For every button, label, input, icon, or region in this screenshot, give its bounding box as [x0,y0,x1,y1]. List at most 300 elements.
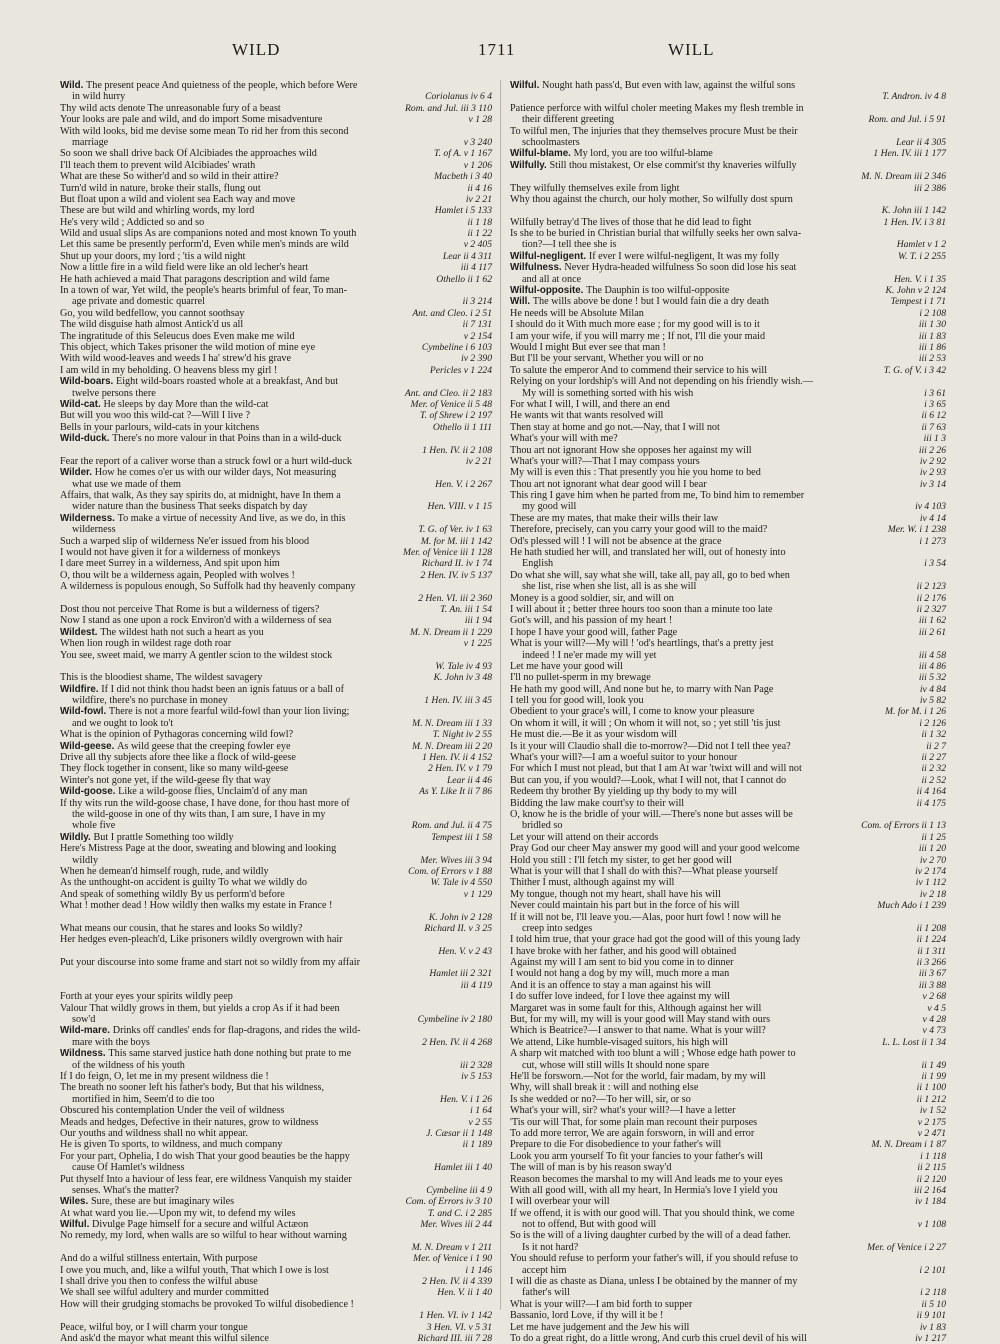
play-reference: ii 2 176 [913,593,946,604]
quotation-text: So is the will of a living daughter curbed by the will of a dead father. [510,1230,791,1242]
quotation-text: In a town of war, Yet wild, the people's hearts brimful of fear, To man- [60,285,347,297]
quotation-text: At what ward you lie.—Upon my wit, to defend my wiles [60,1207,296,1219]
entry-line [510,536,946,547]
entry-line [510,968,946,979]
quotation-text: tion?—I tell thee she is [522,239,617,251]
entry-line [510,1208,946,1219]
entry-line [60,137,492,148]
headword: Wildness. [60,1048,109,1060]
quotation-text: marriage [72,136,109,148]
quotation-text: Sure, these are but imaginary wiles [90,1196,235,1208]
play-reference: iii 3 88 [915,980,946,991]
quotation-text: I should do it With much more ease ; for my good will is to it [510,319,760,331]
quotation-text: age private and domestic quarrel [72,296,205,308]
entry-line [60,114,492,125]
quotation-text: You see, sweet maid, we marry A gentler scion to the wildest stock [60,649,333,661]
headword: Wilfully. [510,159,550,171]
entry-line [510,706,946,717]
quotation-text: Why thou against the church, our holy mother, So wilfully dost spurn [510,193,793,205]
quotation-text: He needs will be Absolute Milan [510,307,644,319]
entry-line [60,547,492,558]
quotation-text: Margaret was in some fault for this, Although against her will [510,1002,762,1014]
play-reference: M. N. Dream ii 1 229 [406,627,492,638]
play-reference: T. of Shrew i 2 197 [416,410,492,421]
entry-line [510,809,946,820]
headword: Wilful. [510,80,543,91]
play-reference: As Y. Like It ii 7 86 [415,786,492,797]
entry-line [60,217,492,228]
quotation-text: Like a wild-goose flies, Unclaim'd of any man [118,786,308,798]
entry-line [60,1162,492,1173]
entry-line [60,991,492,1002]
play-reference: i 3 54 [920,558,946,569]
play-reference: T. G. of V. i 3 42 [880,365,946,376]
quotation-text: Is it not hard? [522,1241,579,1253]
quotation-text: And it is an offence to stay a man against his will [510,979,711,991]
play-reference: iii 2 328 [456,1060,492,1071]
entry-line [60,661,492,672]
quotation-text: creep into sedges [522,922,593,934]
quotation-text: Peace, wilful boy, or I will charm your tongue [60,1321,248,1333]
quotation-text: He hath achieved a maid That paragons description and wild fame [60,273,330,285]
play-reference: iii 4 86 [915,661,946,672]
play-reference: ii 1 208 [913,923,946,934]
quotation-text: For which I must not plead, but that I am At war 'twixt will and will not [510,763,802,775]
play-reference: ii 4 16 [463,183,492,194]
quotation-text: Let me have your good will [510,660,623,672]
play-reference: iv 2 21 [462,456,492,467]
quotation-text: Now a little fire in a wild field were like an old lecher's heart [60,262,309,274]
play-reference: W. T. i 2 255 [894,251,946,262]
quotation-text: We shall see wilful adultery and murder committed [60,1287,269,1299]
entry-line [510,1265,946,1276]
quotation-text: The wills above be done ! but I would fain die a dry death [532,296,770,308]
entry-line [60,1219,492,1230]
play-reference: K. John iv 2 128 [425,912,492,923]
play-reference: T. and C. i 2 285 [424,1208,492,1219]
quotation-text: I am wild in my beholding. O heavens bless my girl ! [60,364,278,376]
quotation-text: They wilfully themselves exile from light [510,182,680,194]
quotation-text: With wild looks, bid me devise some mean To rid her from this second [60,125,349,137]
quotation-text: For what I will, I will, and there an end [510,398,670,410]
play-reference: i 2 108 [915,308,946,319]
entry-line [510,934,946,945]
entry-line [510,410,946,421]
play-reference: iii 1 20 [915,843,946,854]
headword: Wildly. [60,831,94,843]
headword: Wild-geese. [60,740,118,752]
quotation-text: cause Of Hamlet's wildness [72,1162,185,1174]
play-reference: iv 1 184 [911,1196,946,1207]
quotation-text: What is your will?—My will ! 'od's heartlings, that's a pretty jest [510,638,774,650]
entry-line [60,1208,492,1219]
entry-line [510,1094,946,1105]
entry-line [60,934,492,945]
play-reference: i 1 146 [461,1265,492,1276]
entry-line [60,194,492,205]
entry-line [60,752,492,763]
quotation-text: my good will [522,501,577,513]
quotation-text: wilderness [72,524,116,536]
play-reference: Hamlet v 1 2 [893,239,946,250]
play-reference: Lear ii 4 311 [439,251,492,262]
play-reference: iii 2 53 [915,353,946,364]
play-reference: iii 4 117 [457,262,492,273]
entry-line [60,262,492,273]
quotation-text: Forth at your eyes your spirits wildly peep [60,991,233,1003]
entry-line [510,319,946,330]
quotation-text: I told him true, that your grace had got the good will of this young lady [510,934,801,946]
entry-line [60,1322,492,1333]
quotation-text: But can you, if you would?—Look, what I will not, that I cannot do [510,774,787,786]
quotation-text: There's no more valour in that Poins than in a wild-duck [112,433,342,445]
entry-line [60,695,492,706]
entry-line [60,1060,492,1071]
right-column [510,80,946,1344]
entry-line [60,1276,492,1287]
quotation-text: And speak of something wildly By us perform'd before [60,888,285,900]
play-reference: iv 2 93 [916,467,946,478]
entry-line [60,274,492,285]
entry-line [60,832,492,843]
quotation-text: bridled so [522,820,563,832]
quotation-text: These are my mates, that make their wills their law [510,512,719,524]
play-reference: M. for M. iii 1 142 [417,536,492,547]
headword: Wilful-opposite. [510,285,587,297]
quotation-text: With wild wood-leaves and weeds I ha' strew'd his grave [60,353,291,365]
quotation-text: Relying on your lordship's will And not depending on his friendly wish.— [510,376,813,388]
entry-line [510,1025,946,1036]
entry-line [60,1025,492,1036]
play-reference: Cymbeline iii 4 9 [422,1185,492,1196]
play-reference: iii 1 83 [915,331,946,342]
play-reference: iv 3 14 [916,479,946,490]
quotation-text: 'Tis our will That, for some plain man recount their purposes [510,1116,758,1128]
quotation-text: Bidding the law make court'sy to their will [510,797,685,809]
play-reference: Othello ii 1 111 [429,422,492,433]
play-reference: L. L. Lost ii 1 34 [878,1037,946,1048]
quotation-text: The ingratitude of this Seleucus does Even make me wild [60,330,295,342]
play-reference: v 1 28 [465,114,492,125]
entry-line [60,638,492,649]
headword: Wild-mare. [60,1025,113,1037]
entry-line [60,1094,492,1105]
quotation-text: He hath my good will, And none but he, to marry with Nan Page [510,683,774,695]
quotation-text: wildly [72,854,99,866]
play-reference: 1 Hen. IV. ii 4 152 [418,752,492,763]
quotation-text: whole five [72,820,116,832]
play-reference: 3 Hen. VI. v 5 31 [423,1322,492,1333]
quotation-text: Still thou mistakest, Or else commit'st thy knaveries wilfully [549,159,797,171]
play-reference: Tempest i 1 71 [887,296,946,307]
play-reference: ii 6 12 [917,410,946,421]
play-reference: K. John iii 1 142 [878,205,946,216]
entry-line [60,1082,492,1093]
entry-line [60,1105,492,1116]
quotation-text: Divulge Page himself for a secure and wilful Actæon [92,1219,309,1231]
entry-line [510,1219,946,1230]
entry-line [510,205,946,216]
quotation-text: sow'd [72,1014,96,1026]
headword: Wilful-negligent. [510,250,589,262]
play-reference: ii 2 120 [913,1174,946,1185]
play-reference: i 1 273 [915,536,946,547]
entry-line [60,1139,492,1150]
entry-line [510,103,946,114]
quotation-text: He wants wit that wants resolved will [510,410,664,422]
entry-line [510,1003,946,1014]
quotation-text: in wild hurry [72,91,126,103]
play-reference: Much Ado i 1 239 [873,900,946,911]
entry-line [60,479,492,490]
entry-line [60,513,492,524]
quotation-text: I dare meet Surrey in a wilderness, And spit upon him [60,558,280,570]
play-reference: iv 4 14 [916,513,946,524]
quotation-text: I hope I have your good will, father Page [510,626,678,638]
play-reference: Hamlet iii 2 321 [425,968,492,979]
entry-line [60,388,492,399]
play-reference: Ant. and Cleo. i 2 51 [408,308,492,319]
entry-line [510,718,946,729]
entry-line [60,923,492,934]
entry-line [510,1185,946,1196]
quotation-text: Got's will, and his passion of my heart ! [510,615,673,627]
entry-line [510,570,946,581]
quotation-text: Thither I must, although against my will [510,877,675,889]
quotation-text: Wilfully betray'd The lives of those that he did lead to fight [510,216,752,228]
entry-line [60,900,492,911]
quotation-text: But I'll be your servant, Whether you will or no [510,353,704,365]
entry-line [60,593,492,604]
play-reference: iv 2 18 [916,889,946,900]
quotation-text: Put your discourse into some frame and start not so wildly from my affair [60,957,361,969]
entry-line [60,1253,492,1264]
entry-line [60,171,492,182]
quotation-text: If ever I were wilful-negligent, It was my folly [588,250,780,262]
quotation-text: What's your will?—That I may compass yours [510,455,700,467]
headword: Wiles. [60,1196,91,1208]
play-reference: Hen. V. i 2 267 [431,479,492,490]
quotation-text: wildfire, there's no purchase in money [72,695,228,707]
play-reference: Hamlet i 5 133 [431,205,492,216]
quotation-text: Let me have judgement and the Jew his will [510,1321,690,1333]
quotation-text: Put thyself Into a haviour of less fear, ere wildness Vanquish my staider [60,1173,352,1185]
quotation-text: For your part, Ophelia, I do wish That your good beauties be the happy [60,1150,350,1162]
entry-line [60,866,492,877]
quotation-text: My tongue, though not my heart, shall have his will [510,888,721,900]
entry-line [510,593,946,604]
quotation-text: A wilderness is populous enough, So Suffolk had thy heavenly company [60,581,356,593]
quotation-text: Is she wedded or no?—To her will, sir, or so [510,1093,691,1105]
headword: Wild-cat. [60,398,104,410]
entry-line [60,912,492,923]
play-reference: iii 1 86 [915,342,946,353]
entry-line [510,1037,946,1048]
entry-line [510,1333,946,1344]
quotation-text: the wild-goose in one of thy wits than, I am sure, I have in my [72,809,326,820]
quotation-text: How he comes o'er us with our wilder days, Not measuring [94,467,337,479]
entry-line [60,126,492,137]
play-reference: ii 1 18 [463,217,492,228]
quotation-text: and we ought to look to't [72,717,174,729]
quotation-text: English [522,558,554,570]
play-reference: ii 3 266 [913,957,946,968]
play-reference: 1 Hen. IV. ii 2 108 [418,445,492,456]
play-reference: M. N. Dream iii 1 33 [408,718,492,729]
quotation-text: What's your will?—I am a woeful suitor to your honour [510,752,738,764]
quotation-text: Fear the report of a caliver worse than a struck fowl or a hurt wild-duck [60,455,352,467]
header-right-word: WILL [668,40,715,59]
column-divider [500,80,501,1310]
quotation-text: A sharp wit matched with too blunt a will ; Whose edge hath power to [510,1048,796,1060]
entry-line [510,1151,946,1162]
entry-line [510,1139,946,1150]
quotation-text: The Dauphin is too wilful-opposite [586,285,730,297]
entry-line [510,877,946,888]
quotation-text: They flock together in consent, like so many wild-geese [60,763,289,775]
entry-line [60,889,492,900]
headword: Wilful. [60,1219,93,1231]
headword: Wild-fowl. [60,706,109,718]
entry-line [510,183,946,194]
entry-line [510,160,946,171]
quotation-text: Bassanio, lord Love, if thy will it be ! [510,1310,664,1322]
quotation-text: mare with the boys [72,1036,150,1048]
entry-line [510,342,946,353]
entry-line [60,183,492,194]
entry-line [510,171,946,182]
entry-line [510,296,946,307]
headword: Wild-goose. [60,786,119,798]
play-reference: iv 4 103 [911,501,946,512]
quotation-text: Winter's not gone yet, if the wild-geese fly that way [60,774,271,786]
entry-line [60,353,492,364]
play-reference: W. Tale iv 4 550 [427,877,492,888]
play-reference: Richard II. v 3 25 [420,923,492,934]
entry-line [510,501,946,512]
entry-line [60,843,492,854]
play-reference: ii 2 7 [922,741,946,752]
entry-line [510,547,946,558]
entry-line [510,684,946,695]
quotation-text: Reason becomes the marshal to my will And leads me to your eyes [510,1173,783,1185]
entry-line [510,126,946,137]
play-reference: Richard II. iv 1 74 [418,558,492,569]
entry-line [60,877,492,888]
entry-line [510,650,946,661]
entry-line [510,775,946,786]
play-reference: 1 Hen. IV. iii 3 45 [420,695,492,706]
quotation-text: Od's plessed will ! I will not be absence at the grace [510,535,722,547]
quotation-text: I will die as chaste as Diana, unless I be obtained by the manner of my [510,1276,798,1288]
entry-line [60,1151,492,1162]
quotation-text: Thy wild acts denote The unreasonable fury of a beast [60,102,281,114]
entry-line [60,627,492,638]
quotation-text: Never could maintain his part but in the force of his will [510,900,740,912]
entry-line [510,889,946,900]
entry-line [510,490,946,501]
play-reference: Mer. of Venice i 1 90 [409,1253,492,1264]
entry-line [60,809,492,820]
entry-line [510,1162,946,1173]
play-reference: ii 1 212 [913,1094,946,1105]
play-reference: ii 2 32 [917,763,946,774]
quotation-text: I have broke with her father, and his good will obtained [510,945,737,957]
entry-line [60,763,492,774]
play-reference: Lear ii 4 46 [443,775,492,786]
quotation-text: Obedient to your grace's will, I come to know your pleasure [510,706,755,718]
quotation-text: Our youths and wildness shall no whit appear. [60,1127,248,1139]
play-reference: v 2 68 [919,991,946,1002]
entry-line [510,638,946,649]
entry-line [510,513,946,524]
play-reference: Hen. V. i 1 26 [436,1094,492,1105]
quotation-text: As wild geese that the creeping fowler eye [117,740,291,752]
quotation-text: Is she to be buried in Christian burial that wilfully seeks her own salva- [510,228,802,240]
quotation-text: Against my will I am sent to bid you come in to dinner [510,957,734,969]
quotation-text: This same starved justice hath done nothing but prate to me [108,1048,352,1060]
entry-line [510,353,946,364]
entry-line [60,467,492,478]
play-reference: i 1 64 [466,1105,492,1116]
quotation-text: of the wildness of his youth [72,1059,185,1071]
entry-line [60,319,492,330]
play-reference: 1 Hen. IV. i 3 81 [880,217,946,228]
headword: Wilfulness. [510,262,565,274]
play-reference: J. Cæsar ii 1 148 [422,1128,492,1139]
play-reference: v 2 154 [460,331,492,342]
entry-line [60,365,492,376]
entry-line [60,445,492,456]
quotation-text: To make a virtue of necessity And live, as we do, in this [117,512,346,524]
play-reference: ii 2 52 [917,775,946,786]
entry-line [510,980,946,991]
play-reference: ii 7 63 [917,422,946,433]
entry-line [510,365,946,376]
play-reference: Hen. VIII. v 1 15 [424,501,492,512]
quotation-text: she list, rise when she list, all is as she will [522,581,697,593]
entry-line [60,1048,492,1059]
play-reference: Hamlet iii 1 40 [430,1162,492,1173]
entry-line [60,570,492,581]
quotation-text: To salute the emperor And to commend their service to his will [510,364,768,376]
play-reference: iii 1 30 [915,319,946,330]
quotation-text: This ring I gave him when he parted from me, To bind him to remember [510,490,805,502]
play-reference: iv 2 174 [911,866,946,877]
quotation-text: Drive all thy subjects afore thee like a flock of wild-geese [60,752,296,764]
play-reference: iii 1 94 [461,615,492,626]
play-reference: W. Tale iv 4 93 [431,661,492,672]
quotation-text: Redeem thy brother By yielding up thy body to my will [510,786,737,798]
entry-line [60,490,492,501]
entry-line [510,467,946,478]
play-reference: iii 4 58 [915,650,946,661]
quotation-text: And do a wilful stillness entertain, With purpose [60,1253,258,1265]
entry-line [60,581,492,592]
entry-line [510,137,946,148]
play-reference: iii 1 3 [920,433,946,444]
entry-line [60,410,492,421]
play-reference: iii 2 61 [915,627,946,638]
play-reference: T. of A. v 1 167 [430,148,492,159]
quotation-text: I would not hang a dog by my will, much more a man [510,968,730,980]
quotation-text: These are but wild and whirling words, my lord [60,205,255,217]
entry-line [510,1117,946,1128]
play-reference: iii 4 119 [457,980,492,991]
entry-line [510,91,946,102]
play-reference: Mer. W. i 1 238 [884,524,946,535]
quotation-text: Thou art not ignorant what dear good will I bear [510,478,707,490]
